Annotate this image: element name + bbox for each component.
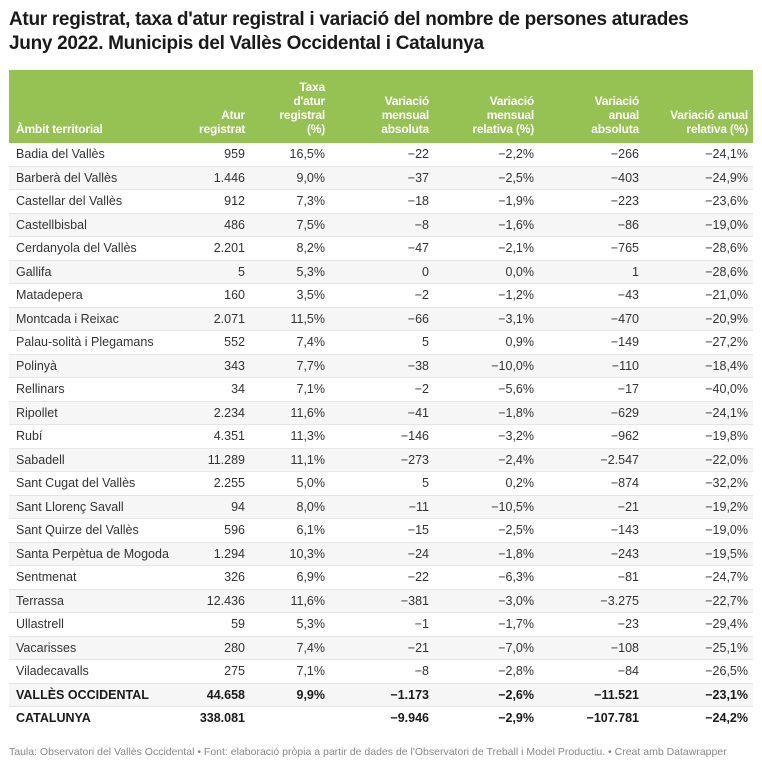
table-row: [9, 143, 753, 166]
row-label: Montcada i Reixac: [9, 307, 194, 331]
cell-value: −108: [539, 636, 644, 660]
row-label: Sant Llorenç Savall: [9, 495, 194, 519]
row-label: Sabadell: [9, 448, 194, 472]
cell-value: −21: [330, 636, 434, 660]
row-label: Vacarisses: [9, 636, 194, 660]
cell-value: 7,7%: [250, 354, 330, 378]
cell-value: −110: [539, 354, 644, 378]
table-row: [9, 683, 753, 707]
cell-value: 160: [194, 284, 250, 308]
cell-value: −765: [539, 237, 644, 261]
chart-title: [9, 8, 689, 56]
cell-value: −3,0%: [434, 589, 539, 613]
cell-value: 34: [194, 378, 250, 402]
row-label: Rubí: [9, 425, 194, 449]
cell-value: −11.521: [539, 683, 644, 707]
cell-value: 912: [194, 190, 250, 214]
cell-value: 11,5%: [250, 307, 330, 331]
cell-value: −21,0%: [644, 284, 753, 308]
cell-value: −11: [330, 495, 434, 519]
cell-value: −81: [539, 566, 644, 590]
header-ambit[interactable]: Àmbit territorial: [9, 70, 194, 143]
cell-value: −26,5%: [644, 660, 753, 684]
cell-value: −8: [330, 213, 434, 237]
table-row: [9, 707, 753, 730]
cell-value: −8: [330, 660, 434, 684]
cell-value: −22,0%: [644, 448, 753, 472]
cell-value: −629: [539, 401, 644, 425]
cell-value: 12.436: [194, 589, 250, 613]
row-label: Sentmenat: [9, 566, 194, 590]
table-row: [9, 260, 753, 284]
cell-value: −10,0%: [434, 354, 539, 378]
cell-value: 1.446: [194, 166, 250, 190]
cell-value: −2,9%: [498, 711, 534, 726]
cell-value: 280: [194, 636, 250, 660]
row-label: Gallifa: [9, 260, 194, 284]
cell-value: 7,4%: [250, 331, 330, 355]
cell-value: −1,8%: [434, 542, 539, 566]
cell-value: −223: [539, 190, 644, 214]
cell-value: −2,8%: [434, 660, 539, 684]
cell-value: −1,2%: [434, 284, 539, 308]
cell-value: 7,4%: [250, 636, 330, 660]
table-row: [9, 448, 753, 472]
cell-value: 4.351: [194, 425, 250, 449]
cell-value: −84: [539, 660, 644, 684]
cell-value: 5: [330, 331, 434, 355]
cell-value: 338.081: [199, 711, 245, 726]
cell-value: −266: [539, 143, 644, 166]
cell-value: −28,6%: [644, 237, 753, 261]
cell-value: −403: [539, 166, 644, 190]
cell-value: [250, 707, 330, 730]
row-label: Badia del Vallès: [9, 143, 194, 166]
cell-value: −29,4%: [644, 613, 753, 637]
cell-value: −22,7%: [644, 589, 753, 613]
row-label: CATALUNYA: [16, 711, 91, 726]
table-row: [9, 213, 753, 237]
row-label: Polinyà: [9, 354, 194, 378]
cell-value: 11,6%: [250, 401, 330, 425]
table-row: [9, 472, 753, 496]
cell-value: −1,9%: [434, 190, 539, 214]
cell-value: 1.294: [194, 542, 250, 566]
cell-value: −38: [330, 354, 434, 378]
cell-value: 94: [194, 495, 250, 519]
cell-value: −9.946: [390, 711, 429, 726]
row-label: Barberà del Vallès: [9, 166, 194, 190]
cell-value: 9,0%: [250, 166, 330, 190]
cell-value: 6,1%: [250, 519, 330, 543]
row-label: Castellar del Vallès: [9, 190, 194, 214]
cell-value: −107.781: [586, 711, 639, 726]
table-row: [9, 589, 753, 613]
cell-value: −28,6%: [644, 260, 753, 284]
table-row: [9, 166, 753, 190]
table-row: [9, 542, 753, 566]
cell-value: 11,1%: [250, 448, 330, 472]
row-label: Castellbisbal: [9, 213, 194, 237]
table-row: [9, 613, 753, 637]
cell-value: −3.275: [539, 589, 644, 613]
cell-value: 0: [330, 260, 434, 284]
cell-value: 2.071: [194, 307, 250, 331]
cell-value: −3,1%: [434, 307, 539, 331]
table-row: [9, 190, 753, 214]
cell-value: −17: [539, 378, 644, 402]
row-label: Ullastrell: [9, 613, 194, 637]
cell-value: 10,3%: [250, 542, 330, 566]
cell-value: 959: [194, 143, 250, 166]
cell-value: −143: [539, 519, 644, 543]
cell-value: −15: [330, 519, 434, 543]
cell-value: −470: [539, 307, 644, 331]
cell-value: 5,3%: [250, 260, 330, 284]
cell-value: 0,0%: [434, 260, 539, 284]
cell-value: −18: [330, 190, 434, 214]
cell-value: −23: [539, 613, 644, 637]
cell-value: −1,7%: [434, 613, 539, 637]
row-label: Sant Cugat del Vallès: [9, 472, 194, 496]
cell-value: 8,0%: [250, 495, 330, 519]
cell-value: −18,4%: [644, 354, 753, 378]
cell-value: −2,4%: [434, 448, 539, 472]
cell-value: −381: [330, 589, 434, 613]
cell-value: 6,9%: [250, 566, 330, 590]
cell-value: −2: [330, 284, 434, 308]
table-row: [9, 495, 753, 519]
cell-value: 5: [330, 472, 434, 496]
header-var-mensual-rel[interactable]: Variació mensual relativa (%): [434, 70, 539, 143]
cell-value: −3,2%: [434, 425, 539, 449]
cell-value: −2,2%: [434, 143, 539, 166]
cell-value: −40,0%: [644, 378, 753, 402]
cell-value: −2: [330, 378, 434, 402]
cell-value: −47: [330, 237, 434, 261]
cell-value: 5: [194, 260, 250, 284]
cell-value: −22: [330, 143, 434, 166]
cell-value: −37: [330, 166, 434, 190]
cell-value: −2,1%: [434, 237, 539, 261]
table-row: [9, 566, 753, 590]
cell-value: −146: [330, 425, 434, 449]
cell-value: −25,1%: [644, 636, 753, 660]
table-row: [9, 354, 753, 378]
cell-value: 7,1%: [250, 378, 330, 402]
cell-value: 1: [539, 260, 644, 284]
table-row: [9, 425, 753, 449]
row-label: Terrassa: [9, 589, 194, 613]
row-label: Ripollet: [9, 401, 194, 425]
cell-value: −1.173: [330, 683, 434, 707]
cell-value: −20,9%: [644, 307, 753, 331]
cell-value: 3,5%: [250, 284, 330, 308]
table-row: [9, 378, 753, 402]
cell-value: 11,6%: [250, 589, 330, 613]
table-row: [9, 307, 753, 331]
cell-value: −24,2%: [705, 711, 748, 726]
cell-value: −21: [539, 495, 644, 519]
cell-value: −10,5%: [434, 495, 539, 519]
cell-value: 44.658: [194, 683, 250, 707]
cell-value: −22: [330, 566, 434, 590]
cell-value: −1: [330, 613, 434, 637]
cell-value: 0,2%: [434, 472, 539, 496]
row-label: Rellinars: [9, 378, 194, 402]
cell-value: −24,1%: [644, 143, 753, 166]
row-label: VALLÈS OCCIDENTAL: [9, 683, 194, 707]
header-row: [9, 70, 753, 143]
cell-value: 552: [194, 331, 250, 355]
row-label: Matadepera: [9, 284, 194, 308]
cell-value: 275: [194, 660, 250, 684]
cell-value: −32,2%: [644, 472, 753, 496]
table-row: [9, 401, 753, 425]
cell-value: 596: [194, 519, 250, 543]
cell-value: 11,3%: [250, 425, 330, 449]
cell-value: 7,5%: [250, 213, 330, 237]
cell-value: −273: [330, 448, 434, 472]
cell-value: −19,5%: [644, 542, 753, 566]
row-label: Cerdanyola del Vallès: [9, 237, 194, 261]
cell-value: −19,2%: [644, 495, 753, 519]
cell-value: 7,1%: [250, 660, 330, 684]
cell-value: −2,6%: [434, 683, 539, 707]
cell-value: −19,0%: [644, 213, 753, 237]
table-row: [9, 660, 753, 684]
row-label: Sant Quirze del Vallès: [9, 519, 194, 543]
row-label: Viladecavalls: [9, 660, 194, 684]
cell-value: 343: [194, 354, 250, 378]
cell-value: −6,3%: [434, 566, 539, 590]
cell-value: −874: [539, 472, 644, 496]
cell-value: 7,3%: [250, 190, 330, 214]
cell-value: −86: [539, 213, 644, 237]
cell-value: −2,5%: [434, 519, 539, 543]
header-var-anual-rel[interactable]: Variació anual relativa (%): [644, 70, 753, 143]
cell-value: −243: [539, 542, 644, 566]
data-table: [9, 70, 753, 730]
cell-value: −2.547: [539, 448, 644, 472]
cell-value: 326: [194, 566, 250, 590]
cell-value: 11.289: [194, 448, 250, 472]
cell-value: 2.201: [194, 237, 250, 261]
cell-value: 8,2%: [250, 237, 330, 261]
row-label: Palau-solità i Plegamans: [9, 331, 194, 355]
cell-value: −27,2%: [644, 331, 753, 355]
footer-credits: Taula: Observatori del Vallès Occidental • Font: elaboració pròpia a partir de dades de l'Observatori de Treball i Model Productiu. • Creat amb Datawrapper: [9, 746, 727, 758]
cell-value: −24: [330, 542, 434, 566]
header-var-anual-abs[interactable]: Variació anual absoluta: [539, 70, 644, 143]
cell-value: −7,0%: [434, 636, 539, 660]
cell-value: 9,9%: [250, 683, 330, 707]
table-row: [9, 237, 753, 261]
cell-value: −41: [330, 401, 434, 425]
title-line-2: Juny 2022. Municipis del Vallès Occidental i Catalunya: [9, 33, 484, 54]
header-atur[interactable]: Atur registrat: [194, 70, 250, 143]
cell-value: −19,0%: [644, 519, 753, 543]
table-body: [9, 143, 753, 730]
cell-value: −43: [539, 284, 644, 308]
cell-value: −23,1%: [644, 683, 753, 707]
cell-value: −149: [539, 331, 644, 355]
cell-value: −24,7%: [644, 566, 753, 590]
title-line-1: Atur registrat, taxa d'atur registral i variació del nombre de persones aturades: [9, 9, 689, 30]
cell-value: 16,5%: [250, 143, 330, 166]
cell-value: 5,3%: [250, 613, 330, 637]
table-row: [9, 636, 753, 660]
cell-value: −23,6%: [644, 190, 753, 214]
cell-value: 0,9%: [434, 331, 539, 355]
cell-value: −19,8%: [644, 425, 753, 449]
cell-value: −24,1%: [644, 401, 753, 425]
header-var-mensual-abs[interactable]: Variació mensual absoluta: [330, 70, 434, 143]
cell-value: 2.255: [194, 472, 250, 496]
cell-value: −962: [539, 425, 644, 449]
cell-value: 5,0%: [250, 472, 330, 496]
table-row: [9, 331, 753, 355]
cell-value: 2.234: [194, 401, 250, 425]
row-label: Santa Perpètua de Mogoda: [9, 542, 194, 566]
table-row: [9, 519, 753, 543]
cell-value: 486: [194, 213, 250, 237]
cell-value: 59: [194, 613, 250, 637]
cell-value: −2,5%: [434, 166, 539, 190]
cell-value: −1,6%: [434, 213, 539, 237]
header-taxa[interactable]: Taxa d'atur registral (%): [250, 70, 330, 143]
cell-value: −1,8%: [434, 401, 539, 425]
cell-value: −5,6%: [434, 378, 539, 402]
cell-value: −66: [330, 307, 434, 331]
table-row: [9, 284, 753, 308]
cell-value: −24,9%: [644, 166, 753, 190]
